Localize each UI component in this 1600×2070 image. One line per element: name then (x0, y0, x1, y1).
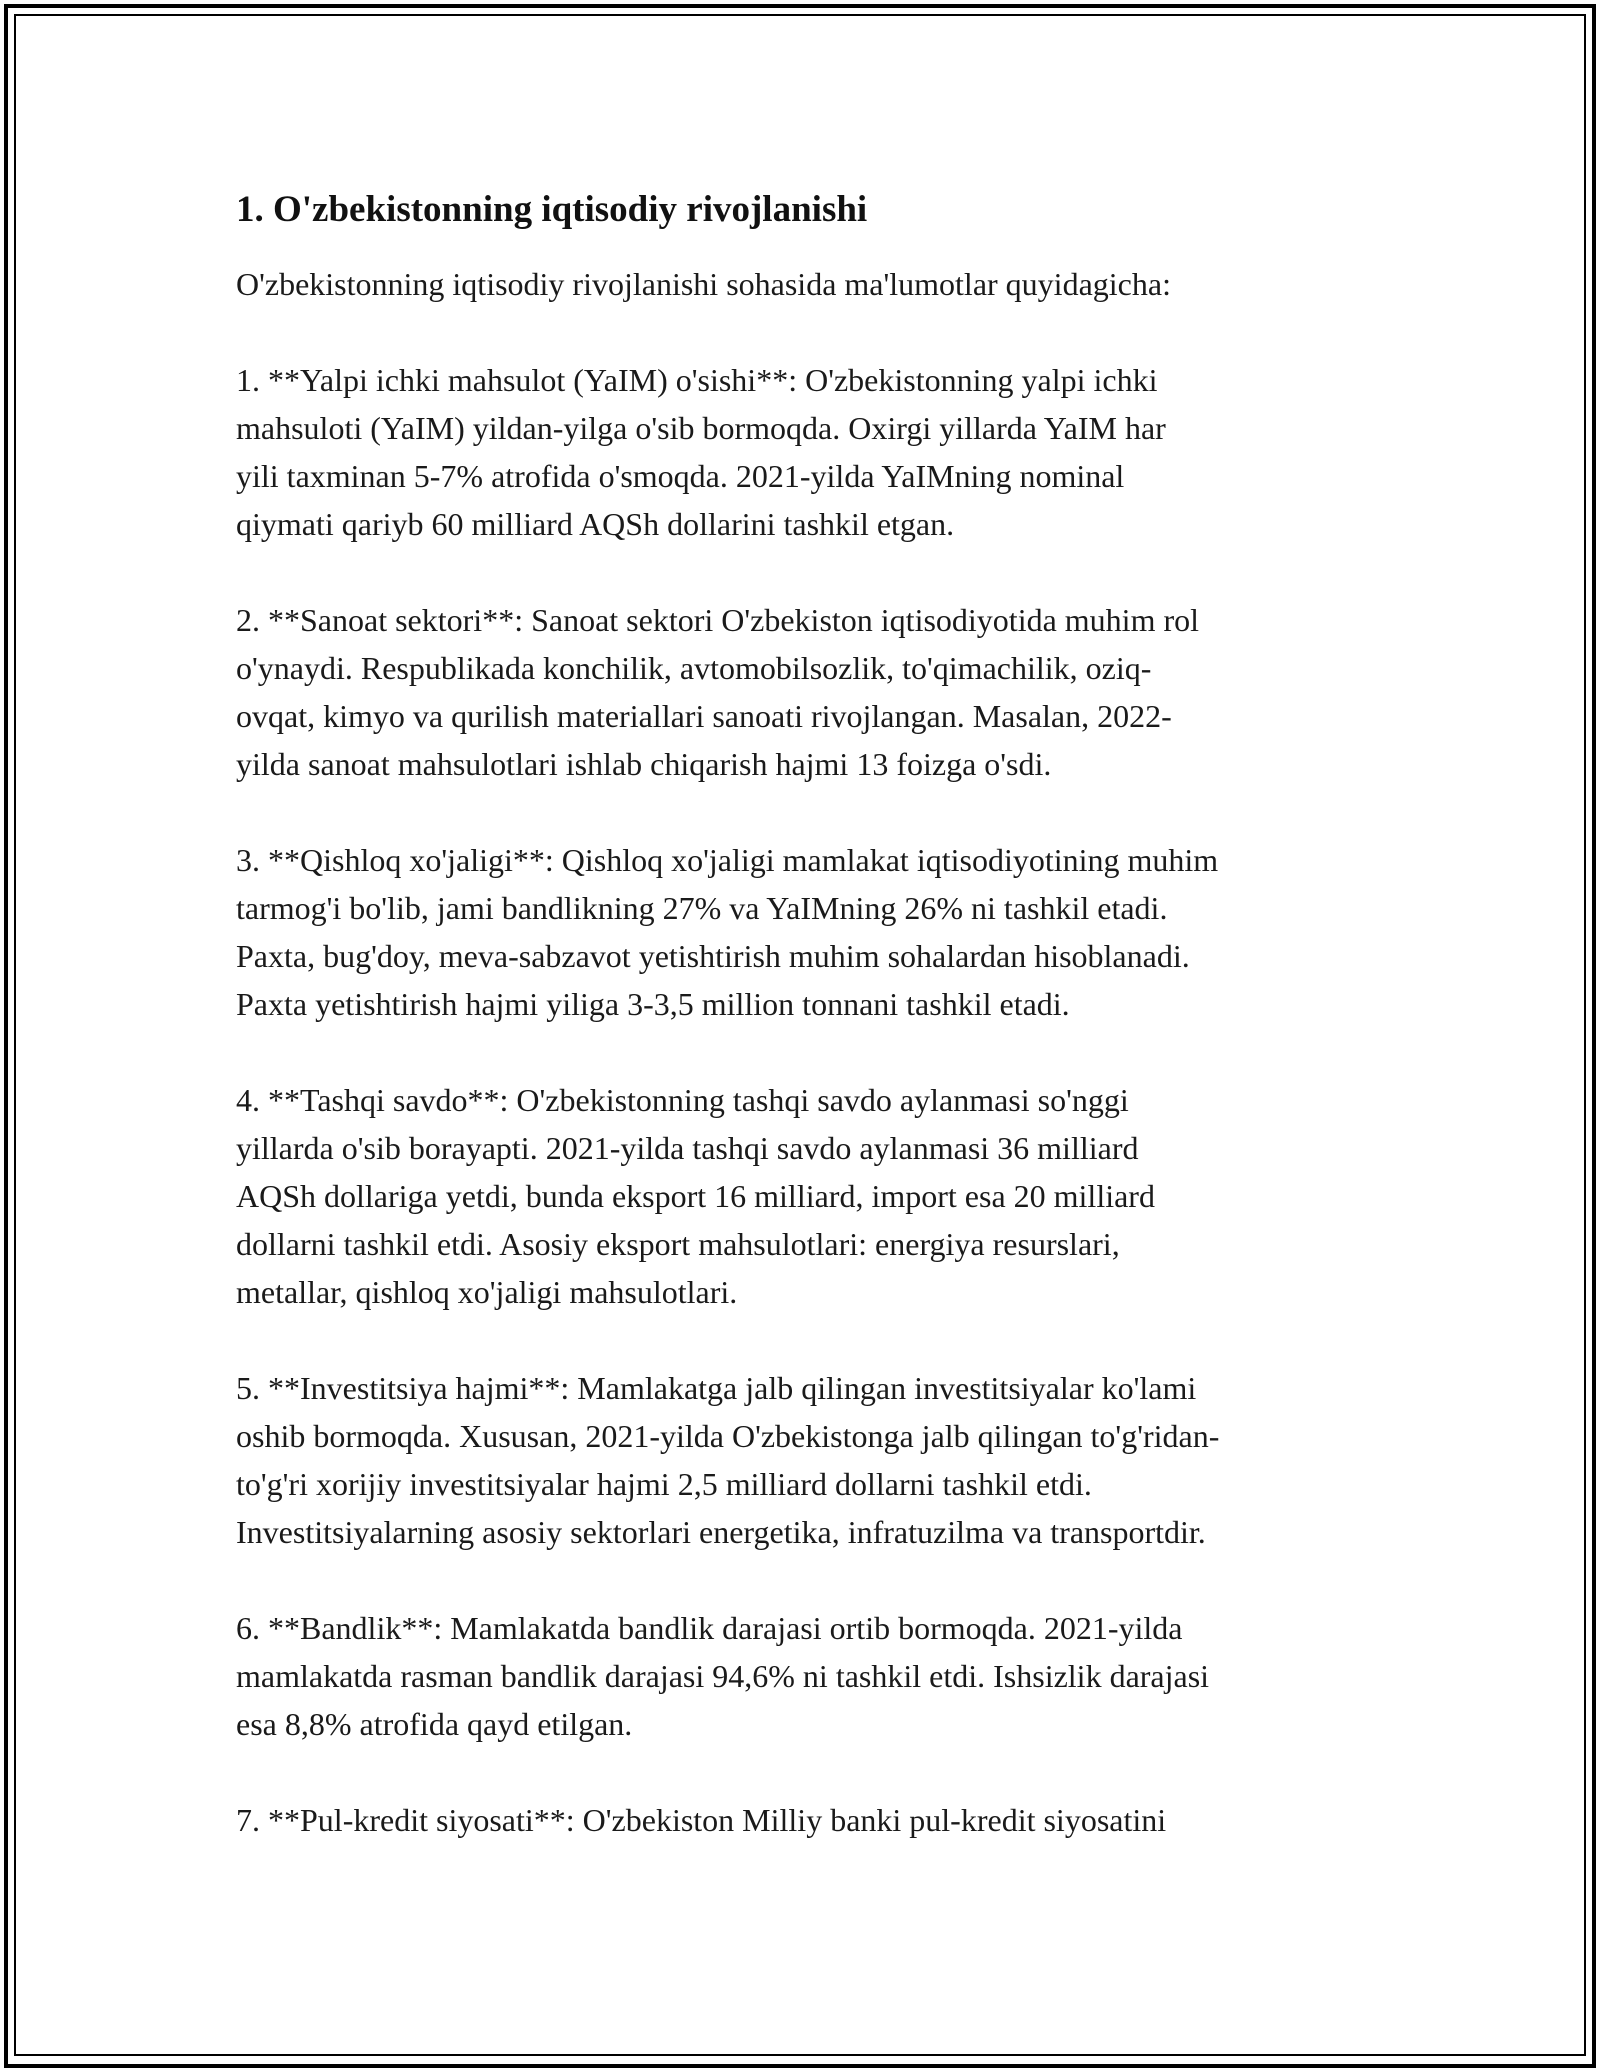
text-line: o'ynaydi. Respublikada konchilik, avtomobilsozlik, to'qimachilik, oziq- (236, 650, 1152, 686)
intro-paragraph: O'zbekistonning iqtisodiy rivojlanishi sohasida ma'lumotlar quyidagicha: (236, 266, 1171, 302)
text-line: 7. **Pul-kredit siyosati**: O'zbekiston Milliy banki pul-kredit siyosatini (236, 1802, 1167, 1838)
list-item-foreign-trade (236, 1076, 1376, 1316)
list-item-agriculture (236, 836, 1376, 1028)
list-item-gdp (236, 356, 1376, 548)
text-line: to'g'ri xorijiy investitsiyalar hajmi 2,5 milliard dollarni tashkil etdi. (236, 1466, 1092, 1502)
text-line: metallar, qishloq xo'jaligi mahsulotlari. (236, 1274, 738, 1310)
text-line: AQSh dollariga yetdi, bunda eksport 16 milliard, import esa 20 milliard (236, 1178, 1155, 1214)
text-line: 6. **Bandlik**: Mamlakatda bandlik darajasi ortib bormoqda. 2021-yilda (236, 1610, 1183, 1646)
list-item-employment (236, 1604, 1376, 1748)
text-line: 1. **Yalpi ichki mahsulot (YaIM) o'sishi**: O'zbekistonning yalpi ichki (236, 362, 1158, 398)
list-item-investment (236, 1364, 1376, 1556)
text-line: 5. **Investitsiya hajmi**: Mamlakatga jalb qilingan investitsiyalar ko'lami (236, 1370, 1197, 1406)
list-item-monetary-policy (236, 1796, 1376, 1844)
text-line: 4. **Tashqi savdo**: O'zbekistonning tashqi savdo aylanmasi so'nggi (236, 1082, 1129, 1118)
text-line: esa 8,8% atrofida qayd etilgan. (236, 1706, 633, 1742)
text-line: 3. **Qishloq xo'jaligi**: Qishloq xo'jaligi mamlakat iqtisodiyotining muhim (236, 842, 1219, 878)
text-line: oshib bormoqda. Xususan, 2021-yilda O'zbekistonga jalb qilingan to'g'ridan- (236, 1418, 1220, 1454)
text-line: Paxta yetishtirish hajmi yiliga 3-3,5 million tonnani tashkil etadi. (236, 986, 1070, 1022)
text-line: yili taxminan 5-7% atrofida o'smoqda. 2021-yilda YaIMning nominal (236, 458, 1125, 494)
section-heading: 1. O'zbekistonning iqtisodiy rivojlanishi (236, 189, 868, 230)
text-line: qiymati qariyb 60 milliard AQSh dollarini tashkil etgan. (236, 506, 955, 542)
text-line: dollarni tashkil etdi. Asosiy eksport mahsulotlari: energiya resurslari, (236, 1226, 1120, 1262)
text-line: tarmog'i bo'lib, jami bandlikning 27% va YaIMning 26% ni tashkil etadi. (236, 890, 1168, 926)
text-line: mamlakatda rasman bandlik darajasi 94,6% ni tashkil etdi. Ishsizlik darajasi (236, 1658, 1210, 1694)
document-body (236, 186, 1376, 1892)
text-line: ovqat, kimyo va qurilish materiallari sanoati rivojlangan. Masalan, 2022- (236, 698, 1172, 734)
text-line: mahsuloti (YaIM) yildan-yilga o'sib bormoqda. Oxirgi yillarda YaIM har (236, 410, 1166, 446)
text-line: 2. **Sanoat sektori**: Sanoat sektori O'zbekiston iqtisodiyotida muhim rol (236, 602, 1199, 638)
text-line: Paxta, bug'doy, meva-sabzavot yetishtirish muhim sohalardan hisoblanadi. (236, 938, 1190, 974)
text-line: Investitsiyalarning asosiy sektorlari energetika, infratuzilma va transportdir. (236, 1514, 1206, 1550)
list-item-industry (236, 596, 1376, 788)
text-line: yillarda o'sib borayapti. 2021-yilda tashqi savdo aylanmasi 36 milliard (236, 1130, 1139, 1166)
text-line: yilda sanoat mahsulotlari ishlab chiqarish hajmi 13 foizga o'sdi. (236, 746, 1052, 782)
